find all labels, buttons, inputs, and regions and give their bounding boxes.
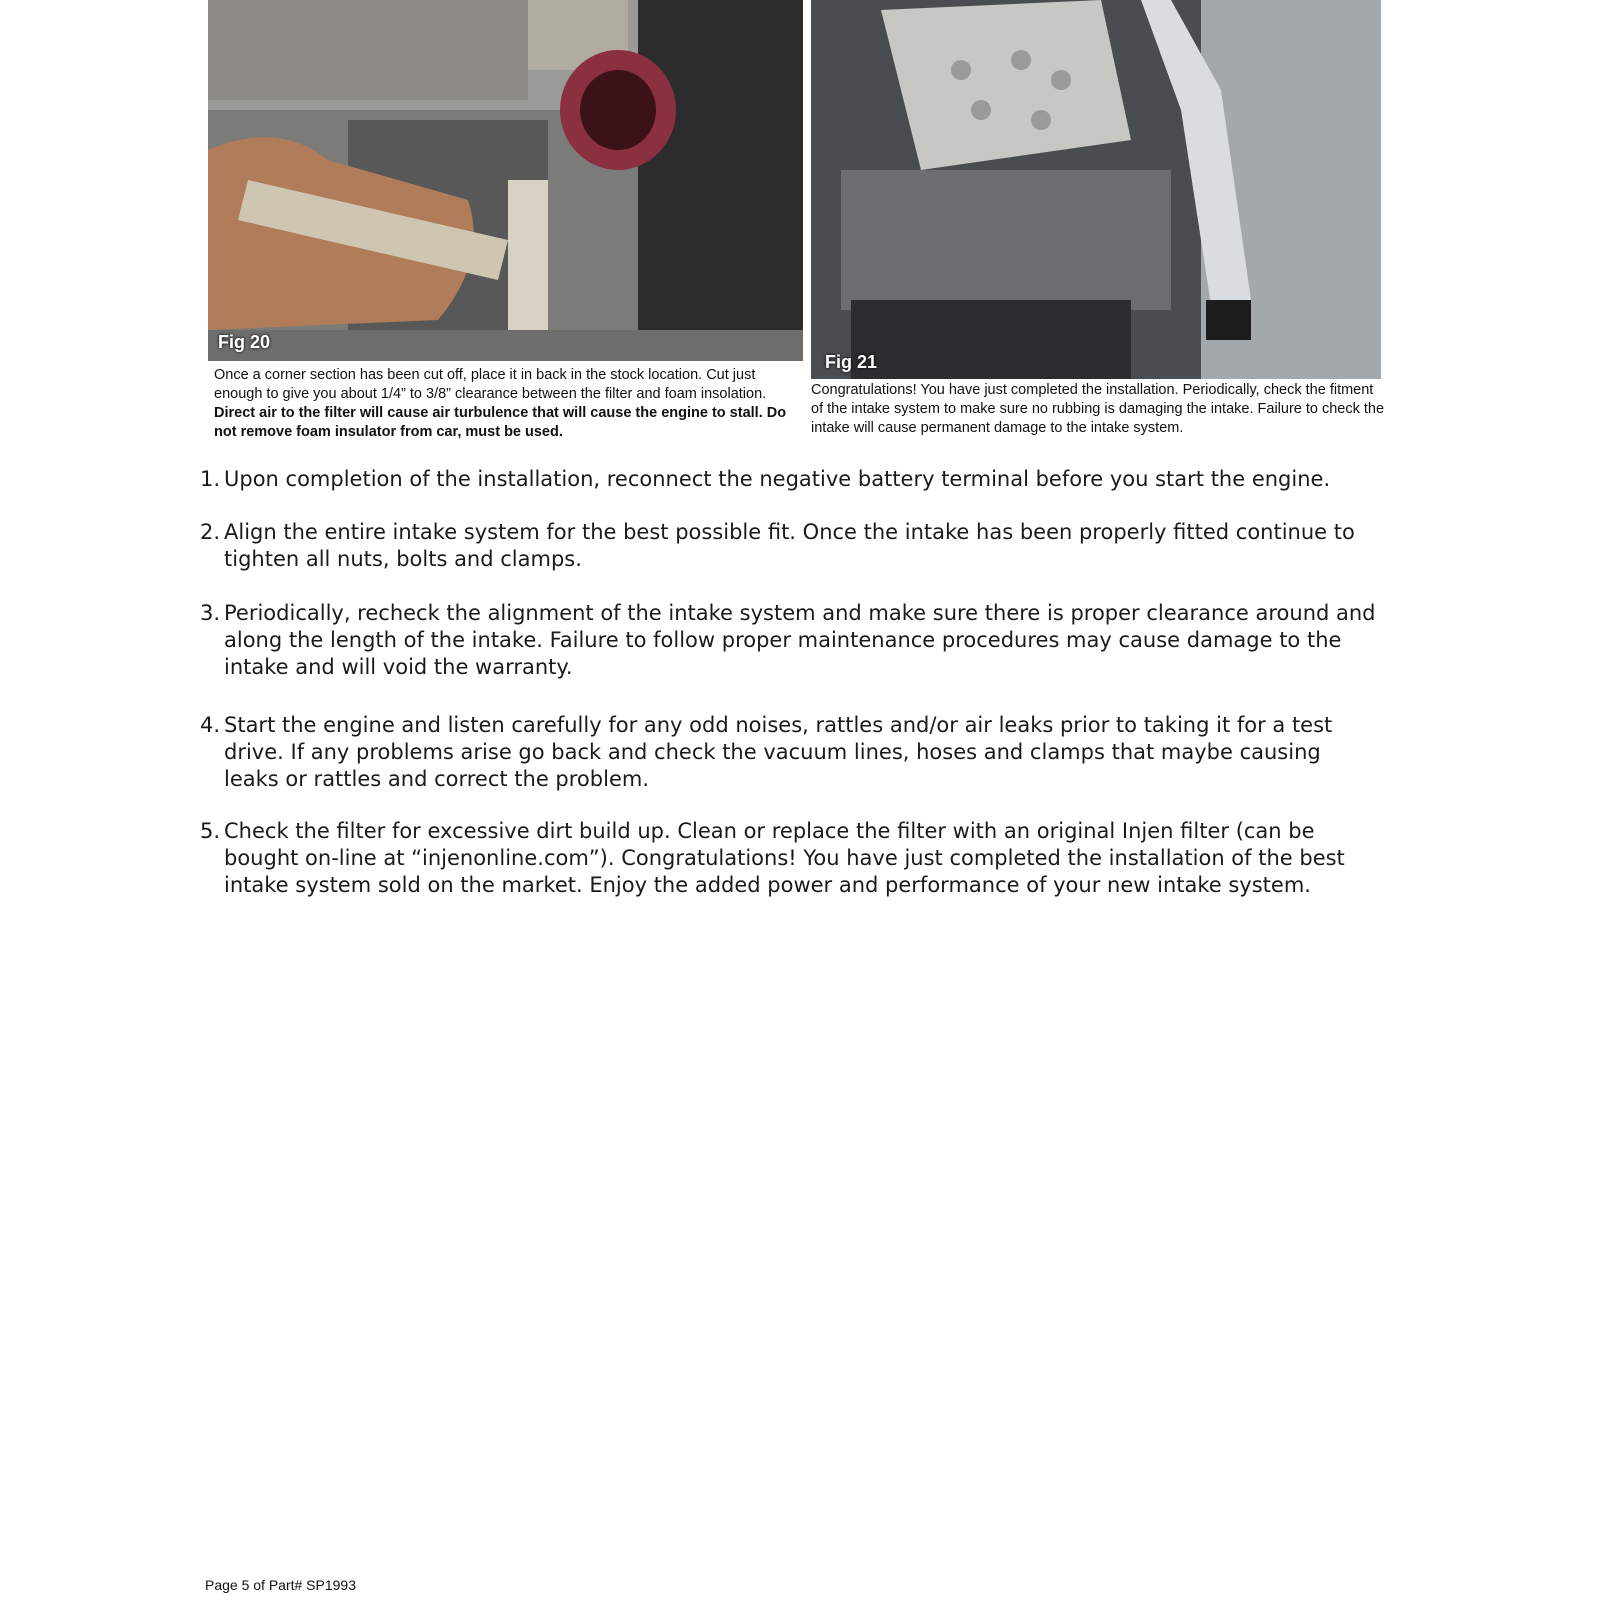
fig-20-caption-text: Once a corner section has been cut off, place it in back in the stock location. Cut just enough to give you about 1/4” to 3/8” clearance between the filter and foam insolation. (214, 367, 767, 402)
step-number: 5. (200, 819, 221, 843)
step-4 (200, 712, 1380, 793)
page-footer: Page 5 of Part# SP1993 (205, 1577, 356, 1593)
step-5 (200, 818, 1380, 899)
fig-21-label: Fig 21 (825, 352, 878, 372)
step-2 (200, 519, 1380, 573)
step-3 (200, 600, 1380, 681)
fig-20-photo (208, 0, 803, 361)
fig-21-caption-text: Congratulations! You have just completed the installation. Periodically, check the fitment of the intake system to make sure no rubbing is damaging the intake. Failure to check the intake will cause permanent damage to the intake system. (811, 382, 1385, 436)
step-text: Check the filter for excessive dirt build up. Clean or replace the filter with an original Injen filter (can be bought on-line at “injenonline.com”). Congratulations! You have just completed the installation of the best intake system sold on the market. Enjoy the added power and performance of your new intake system. (224, 819, 1345, 897)
step-number: 2. (200, 520, 221, 544)
step-number: 3. (200, 601, 221, 625)
step-number: 4. (200, 713, 221, 737)
step-text: Upon completion of the installation, reconnect the negative battery terminal before you start the engine. (224, 467, 1331, 491)
step-number: 1. (200, 467, 221, 491)
fig-20-caption-warning: Direct air to the filter will cause air turbulence that will cause the engine to stall. Do not remove foam insulator from car, must be used. (214, 405, 787, 440)
step-text: Periodically, recheck the alignment of the intake system and make sure there is proper clearance around and along the length of the intake. Failure to follow proper maintenance procedures may cause damage to the intake and will void the warranty. (224, 601, 1376, 679)
fig-20-caption (214, 366, 792, 442)
step-1 (200, 466, 1380, 493)
fig-20-label: Fig 20 (218, 332, 271, 352)
step-text: Start the engine and listen carefully for any odd noises, rattles and/or air leaks prior to taking it for a test drive. If any problems arise go back and check the vacuum lines, hoses and clamps that maybe causing leaks or rattles and correct the problem. (224, 713, 1333, 791)
fig-21-photo (811, 0, 1381, 379)
step-text: Align the entire intake system for the best possible fit. Once the intake has been properly fitted continue to tighten all nuts, bolts and clamps. (224, 520, 1355, 571)
fig-21-caption (811, 381, 1386, 438)
